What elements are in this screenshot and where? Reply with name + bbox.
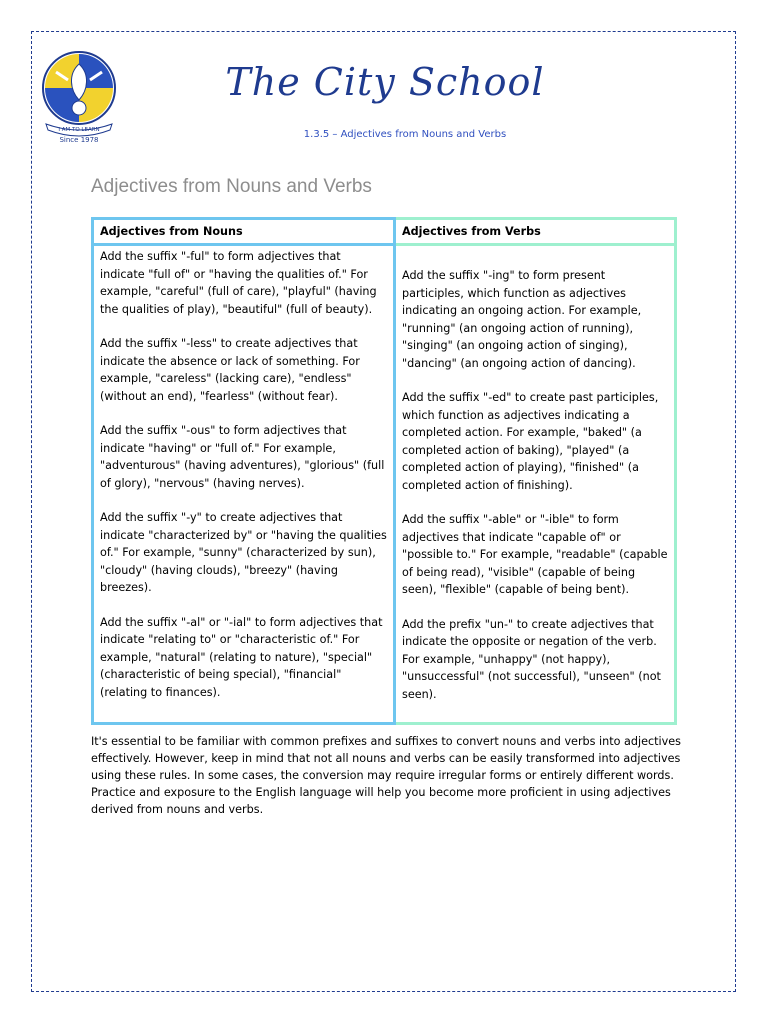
nouns-rule-ful: Add the suffix "-ful" to form adjectives that indicate "full of" or "having the qualities of." For example, "careful" (full of care), "playful" (having the qualities of play), "beautiful" (full of beauty).: [100, 250, 377, 316]
nouns-cell: [93, 245, 395, 724]
nouns-rule-ous: Add the suffix "-ous" to form adjectives that indicate "having" or "full of." For example, "adventurous" (having adventures), "glorious" (full of glory), "nervous" (having nerves).: [100, 424, 385, 490]
header-verbs: Adjectives from Verbs: [395, 219, 676, 245]
school-name: The City School: [225, 60, 545, 104]
verbs-cell: [395, 245, 676, 724]
summary-paragraph: It's essential to be familiar with common prefixes and suffixes to convert nouns and verbs into adjectives effectively. However, keep in mind that not all nouns and verbs can be easily transformed into adjectives using these rules. In some cases, the conversion may require irregular forms or entirely different words. Practice and exposure to the English language will help you become more proficient in using adjectives derived from nouns and verbs.: [91, 735, 681, 816]
nouns-rule-al: Add the suffix "-al" or "-ial" to form adjectives that indicate "relating to" or "characteristic of." For example, "natural" (relating to nature), "special" (characteristic of being special), "financial" (relating to finances).: [100, 615, 383, 699]
verbs-rule-able: Add the suffix "-able" or "-ible" to form adjectives that indicate "capable of" or "possible to." For example, "readable" (capable of being read), "visible" (capable of being seen), "flexible" (capable of being bent).: [402, 513, 668, 596]
school-logo: [38, 50, 120, 146]
nouns-rule-y: Add the suffix "-y" to create adjectives that indicate "characterized by" or "having the qualities of." For example, "sunny" (characterized by sun), "cloudy" (having clouds), "breezy" (having breezes).: [100, 511, 387, 594]
table-body-row: [93, 245, 676, 724]
verbs-rule-un: Add the prefix "un-" to create adjectives that indicate the opposite or negation of the verb. For example, "unhappy" (not happy), "unsuccessful" (not successful), "unseen" (not seen).: [402, 617, 661, 701]
table-header-row: [93, 219, 676, 245]
nouns-rule-less: Add the suffix "-less" to create adjectives that indicate the absence or lack of something. For example, "careless" (lacking care), "endless" (without an end), "fearless" (without fear).: [100, 337, 360, 403]
header-nouns: Adjectives from Nouns: [93, 219, 395, 245]
page-heading: Adjectives from Nouns and Verbs: [91, 176, 372, 197]
logo-motto: I AM TO LEARN: [58, 127, 100, 133]
document-subtitle: 1.3.5 – Adjectives from Nouns and Verbs: [303, 129, 507, 140]
logo-since: Since 1978: [59, 136, 99, 144]
verbs-rule-ing: Add the suffix "-ing" to form present participles, which function as adjectives indicating an ongoing action. For example, "running" (an ongoing action of running), "singing" (an ongoing action of singing), "dancing" (an ongoing action of dancing).: [402, 269, 642, 370]
adjectives-table: [91, 217, 677, 725]
verbs-rule-ed: Add the suffix "-ed" to create past participles, which function as adjectives indicating a completed action. For example, "baked" (a completed action of baking), "played" (a completed action of playing), "finished" (a completed action of finishing).: [402, 391, 659, 492]
